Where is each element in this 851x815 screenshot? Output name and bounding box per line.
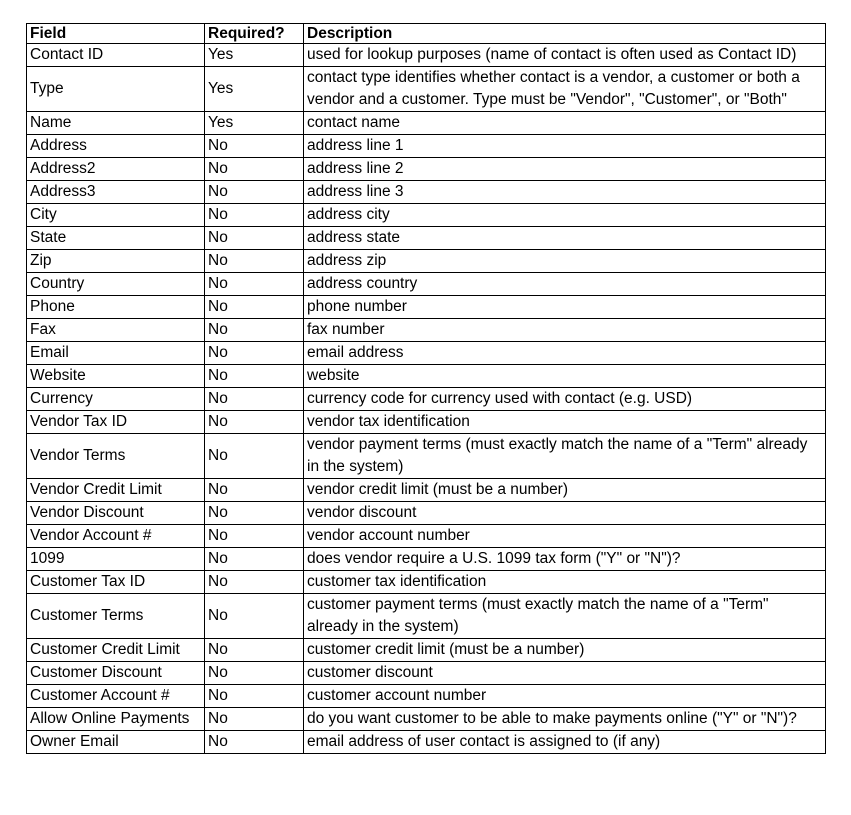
- table-row: [27, 685, 826, 708]
- field-cell: Zip: [27, 250, 205, 273]
- description-cell: vendor account number: [304, 525, 826, 548]
- table-row: [27, 708, 826, 731]
- required-cell: No: [205, 296, 304, 319]
- field-cell: Type: [27, 67, 205, 112]
- field-cell: Contact ID: [27, 44, 205, 67]
- description-cell: used for lookup purposes (name of contact is often used as Contact ID): [304, 44, 826, 67]
- required-cell: Yes: [205, 112, 304, 135]
- description-cell: vendor discount: [304, 502, 826, 525]
- field-cell: Customer Account #: [27, 685, 205, 708]
- description-cell: do you want customer to be able to make payments online ("Y" or "N")?: [304, 708, 826, 731]
- field-cell: Address2: [27, 158, 205, 181]
- required-cell: No: [205, 594, 304, 639]
- table-row: [27, 342, 826, 365]
- required-cell: No: [205, 731, 304, 754]
- field-cell: Vendor Tax ID: [27, 411, 205, 434]
- table-row: [27, 548, 826, 571]
- description-cell: contact name: [304, 112, 826, 135]
- header-description: Description: [304, 24, 826, 44]
- description-cell: customer credit limit (must be a number): [304, 639, 826, 662]
- table-row: [27, 181, 826, 204]
- table-row: [27, 319, 826, 342]
- description-cell: customer account number: [304, 685, 826, 708]
- table-row: [27, 502, 826, 525]
- required-cell: No: [205, 708, 304, 731]
- required-cell: No: [205, 158, 304, 181]
- required-cell: No: [205, 434, 304, 479]
- field-cell: Vendor Terms: [27, 434, 205, 479]
- table-row: [27, 227, 826, 250]
- table-row: [27, 571, 826, 594]
- table-row: [27, 479, 826, 502]
- table-row: [27, 135, 826, 158]
- required-cell: No: [205, 662, 304, 685]
- required-cell: No: [205, 571, 304, 594]
- description-cell: address line 3: [304, 181, 826, 204]
- required-cell: No: [205, 227, 304, 250]
- required-cell: No: [205, 319, 304, 342]
- required-cell: No: [205, 685, 304, 708]
- field-cell: Currency: [27, 388, 205, 411]
- required-cell: No: [205, 548, 304, 571]
- description-cell: does vendor require a U.S. 1099 tax form ("Y" or "N")?: [304, 548, 826, 571]
- field-cell: Customer Discount: [27, 662, 205, 685]
- table-row: [27, 662, 826, 685]
- field-cell: Customer Tax ID: [27, 571, 205, 594]
- required-cell: No: [205, 525, 304, 548]
- description-cell: address line 1: [304, 135, 826, 158]
- field-cell: Vendor Discount: [27, 502, 205, 525]
- field-cell: Address3: [27, 181, 205, 204]
- table-row: [27, 273, 826, 296]
- required-cell: No: [205, 502, 304, 525]
- description-cell: vendor tax identification: [304, 411, 826, 434]
- table-row: [27, 525, 826, 548]
- description-cell: address city: [304, 204, 826, 227]
- field-cell: Customer Terms: [27, 594, 205, 639]
- description-cell: address zip: [304, 250, 826, 273]
- description-cell: phone number: [304, 296, 826, 319]
- description-cell: currency code for currency used with contact (e.g. USD): [304, 388, 826, 411]
- description-cell: vendor payment terms (must exactly match the name of a "Term" already in the system): [304, 434, 826, 479]
- field-cell: Name: [27, 112, 205, 135]
- field-cell: Email: [27, 342, 205, 365]
- field-cell: Owner Email: [27, 731, 205, 754]
- field-cell: 1099: [27, 548, 205, 571]
- header-required: Required?: [205, 24, 304, 44]
- table-row: [27, 158, 826, 181]
- header-field: Field: [27, 24, 205, 44]
- description-cell: customer payment terms (must exactly match the name of a "Term" already in the system): [304, 594, 826, 639]
- description-cell: customer tax identification: [304, 571, 826, 594]
- required-cell: No: [205, 181, 304, 204]
- table-header: [27, 24, 826, 44]
- description-cell: customer discount: [304, 662, 826, 685]
- table-row: [27, 365, 826, 388]
- field-spec-table: [26, 23, 826, 754]
- description-cell: contact type identifies whether contact is a vendor, a customer or both a vendor and a customer. Type must be "Vendor", "Customer", or "Both": [304, 67, 826, 112]
- field-cell: Website: [27, 365, 205, 388]
- field-cell: Allow Online Payments: [27, 708, 205, 731]
- table-row: [27, 296, 826, 319]
- description-cell: address state: [304, 227, 826, 250]
- field-cell: Vendor Account #: [27, 525, 205, 548]
- table-row: [27, 204, 826, 227]
- table-row: [27, 434, 826, 479]
- description-cell: fax number: [304, 319, 826, 342]
- table-row: [27, 388, 826, 411]
- required-cell: No: [205, 342, 304, 365]
- table-row: [27, 639, 826, 662]
- description-cell: address country: [304, 273, 826, 296]
- table-row: [27, 594, 826, 639]
- description-cell: email address of user contact is assigned to (if any): [304, 731, 826, 754]
- field-cell: Customer Credit Limit: [27, 639, 205, 662]
- required-cell: No: [205, 388, 304, 411]
- required-cell: Yes: [205, 44, 304, 67]
- field-cell: Country: [27, 273, 205, 296]
- required-cell: No: [205, 135, 304, 158]
- required-cell: No: [205, 250, 304, 273]
- field-cell: State: [27, 227, 205, 250]
- field-cell: Fax: [27, 319, 205, 342]
- field-cell: City: [27, 204, 205, 227]
- required-cell: Yes: [205, 67, 304, 112]
- required-cell: No: [205, 479, 304, 502]
- required-cell: No: [205, 204, 304, 227]
- description-cell: email address: [304, 342, 826, 365]
- description-cell: vendor credit limit (must be a number): [304, 479, 826, 502]
- required-cell: No: [205, 639, 304, 662]
- field-cell: Vendor Credit Limit: [27, 479, 205, 502]
- table-body: [27, 44, 826, 754]
- field-cell: Phone: [27, 296, 205, 319]
- required-cell: No: [205, 273, 304, 296]
- table-row: [27, 112, 826, 135]
- table-row: [27, 250, 826, 273]
- table-row: [27, 411, 826, 434]
- table-row: [27, 731, 826, 754]
- header-row: [27, 24, 826, 44]
- required-cell: No: [205, 365, 304, 388]
- table-row: [27, 44, 826, 67]
- field-cell: Address: [27, 135, 205, 158]
- description-cell: address line 2: [304, 158, 826, 181]
- required-cell: No: [205, 411, 304, 434]
- table-row: [27, 67, 826, 112]
- description-cell: website: [304, 365, 826, 388]
